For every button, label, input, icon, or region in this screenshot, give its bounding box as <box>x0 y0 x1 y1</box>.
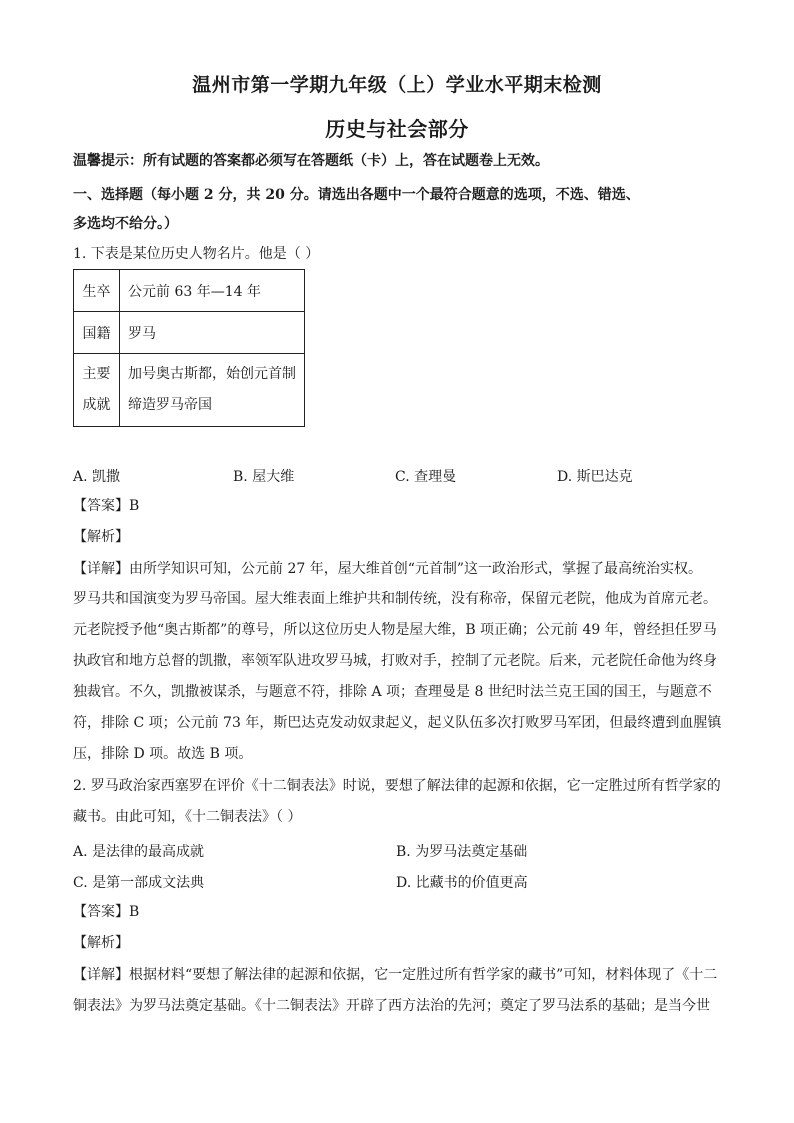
q2-detail-line: 【详解】根据材料“要想了解法律的起源和依据，它一定胜过所有哲学家的藏书”可知，材料体现了《十二 <box>73 967 718 983</box>
q2-option-a: A. 是法律的最高成就 <box>73 844 205 860</box>
q1-detail-line: 罗马共和国演变为罗马帝国。屋大维表面上维护共和制传统，没有称帝，保留元老院，他成为首席元老。 <box>73 591 717 607</box>
table-key-cell <box>74 354 120 427</box>
notice-text: 温馨提示：所有试题的答案都必须写在答题纸（卡）上，答在试题卷上无效。 <box>73 153 549 169</box>
q1-stem: 1. 下表是某位历史人物名片。他是（ ） <box>73 246 320 262</box>
q2-analysis-label: 【解析】 <box>73 935 129 951</box>
value-line-1: 加号奥古斯都，始创元首制 <box>128 366 296 382</box>
table-key-cell: 国籍 <box>74 312 120 354</box>
q1-option-a: A. 凯撒 <box>73 469 121 485</box>
q1-option-b: B. 屋大维 <box>233 469 295 485</box>
table-key-cell: 生卒 <box>74 270 120 312</box>
q1-analysis-label: 【解析】 <box>73 529 129 545</box>
section-heading-line2: 多选均不给分。） <box>73 216 178 232</box>
q1-option-c: C. 查理曼 <box>395 469 457 485</box>
key-line-2: 成就 <box>82 397 111 413</box>
q1-detail-line: 符，排除 C 项；公元前 73 年，斯巴达克发动奴隶起义，起义队伍多次打败罗马军团，但最终遭到血腥镇 <box>73 715 722 731</box>
section-heading-line1: 一、选择题（每小题 2 分，共 20 分。请选出各题中一个最符合题意的选项，不选、错选、 <box>73 187 640 203</box>
table-value-cell: 罗马 <box>120 312 305 354</box>
table-value-cell <box>120 354 305 427</box>
q2-option-b: B. 为罗马法奠定基础 <box>396 844 528 860</box>
table-value-cell: 公元前 63 年—14 年 <box>120 270 305 312</box>
key-line-1: 主要 <box>82 366 111 382</box>
q2-stem-line2: 藏书。由此可知，《十二铜表法》（ ） <box>73 809 302 825</box>
value-line-2: 缔造罗马帝国 <box>128 397 212 413</box>
q2-option-d: D. 比藏书的价值更高 <box>396 875 528 891</box>
q1-detail-line: 压，排除 D 项。故选 B 项。 <box>73 746 253 762</box>
q1-answer: 【答案】B <box>73 498 140 514</box>
q2-stem-line1: 2. 罗马政治家西塞罗在评价《十二铜表法》时说，要想了解法律的起源和依据，它一定胜过所有哲学家的 <box>73 778 721 794</box>
q2-detail-line: 铜表法》为罗马法奠定基础。《十二铜表法》开辟了西方法治的先河；奠定了罗马法系的基础；是当今世 <box>73 998 710 1014</box>
q2-option-c: C. 是第一部成文法典 <box>73 875 205 891</box>
q1-detail-line: 独裁官。不久，凯撒被谋杀，与题意不符，排除 A 项；查理曼是 8 世纪时法兰克王国的国王，与题意不 <box>73 684 712 700</box>
page-subtitle: 历史与社会部分 <box>325 117 469 141</box>
table-row <box>74 312 305 354</box>
q1-detail-line: 执政官和地方总督的凯撒，率领军队进攻罗马城，打败对手，控制了元老院。后来，元老院任命他为终身 <box>73 653 717 669</box>
q1-detail-line: 元老院授予他“奥古斯都”的尊号，所以这位历史人物是屋大维，B 项正确；公元前 49 年，曾经担任罗马 <box>73 622 717 638</box>
q2-answer: 【答案】B <box>73 904 140 920</box>
q1-person-card-table <box>73 269 305 427</box>
q1-detail-line: 【详解】由所学知识可知，公元前 27 年，屋大维首创“元首制”这一政治形式，掌握了最高统治实权。 <box>73 561 703 577</box>
page-title: 温州市第一学期九年级（上）学业水平期末检测 <box>192 74 602 96</box>
q1-option-d: D. 斯巴达克 <box>557 469 633 485</box>
table-row <box>74 270 305 312</box>
table-row <box>74 354 305 427</box>
